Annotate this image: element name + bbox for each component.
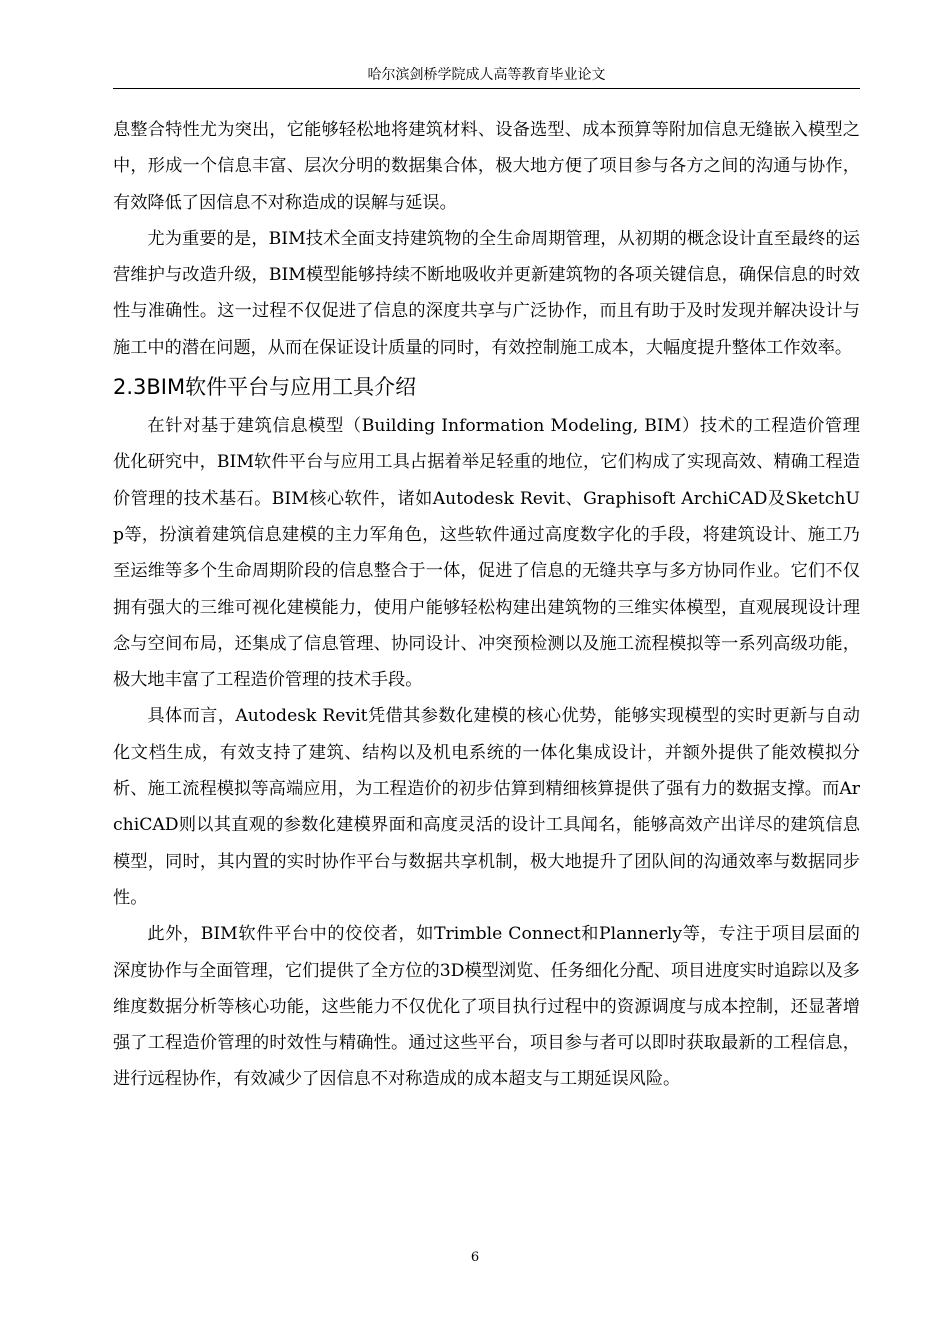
paragraph-collaboration-platforms: 此外，BIM软件平台中的佼佼者，如Trimble Connect和Plannerly等，专注于项目层面的深度协作与全面管理，它们提供了全方位的3D模型浏览、任务细化分配、项目进度实时追踪以及多维度数据分析等核心功能，这些能力不仅优化了项目执行过程中的资源调度与成本控制，还显著增强了工程造价管理的时效性与精确性。通过这些平台，项目参与者可以即时获取最新的工程信息，进行远程协作，有效减少了因信息不对称造成的成本超支与工期延误风险。: [113, 924, 860, 1090]
paragraph-revit-archicad: 具体而言，Autodesk Revit凭借其参数化建模的核心优势，能够实现模型的实时更新与自动化文档生成，有效支持了建筑、结构以及机电系统的一体化集成设计，并额外提供了能效模拟分析、施工流程模拟等高端应用，为工程造价的初步估算到精细核算提供了强有力的数据支撑。而ArchiCAD则以其直观的参数化建模界面和高度灵活的设计工具闻名，能够高效产出详尽的建筑信息模型，同时，其内置的实时协作平台与数据共享机制，极大地提升了团队间的沟通效率与数据同步性。: [113, 706, 860, 908]
page-body: [113, 112, 860, 1098]
paragraph-continued: 息整合特性尤为突出，它能够轻松地将建筑材料、设备选型、成本预算等附加信息无缝嵌入模型之中，形成一个信息丰富、层次分明的数据集合体，极大地方便了项目参与各方之间的沟通与协作，有效降低了因信息不对称造成的误解与延误。: [113, 120, 860, 213]
page-number: 6: [470, 1250, 480, 1265]
paragraph-bim-software: 在针对基于建筑信息模型（Building Information Modeling, BIM）技术的工程造价管理优化研究中，BIM软件平台与应用工具占据着举足轻重的地位，它们构成了实现高效、精确工程造价管理的技术基石。BIM核心软件，诸如Autodesk Revit、Graphisoft ArchiCAD及SketchUp等，扮演着建筑信息建模的主力军角色，这些软件通过高度数字化的手段，将建筑设计、施工乃至运维等多个生命周期阶段的信息整合于一体，促进了信息的无缝共享与多方协同作业。它们不仅拥有强大的三维可视化建模能力，使用户能够轻松构建出建筑物的三维实体模型，直观展现设计理念与空间布局，还集成了信息管理、协同设计、冲突预检测以及施工流程模拟等一系列高级功能，极大地丰富了工程造价管理的技术手段。: [113, 416, 860, 691]
running-header: 哈尔滨剑桥学院成人高等教育毕业论文: [113, 64, 860, 89]
section-heading: 2.3BIM软件平台与应用工具介绍: [113, 375, 417, 400]
paragraph-lifecycle: 尤为重要的是，BIM技术全面支持建筑物的全生命周期管理，从初期的概念设计直至最终的运营维护与改造升级，BIM模型能够持续不断地吸收并更新建筑物的各项关键信息，确保信息的时效性与准确性。这一过程不仅促进了信息的深度共享与广泛协作，而且有助于及时发现并解决设计与施工中的潜在问题，从而在保证设计质量的同时，有效控制施工成本，大幅度提升整体工作效率。: [113, 228, 860, 358]
